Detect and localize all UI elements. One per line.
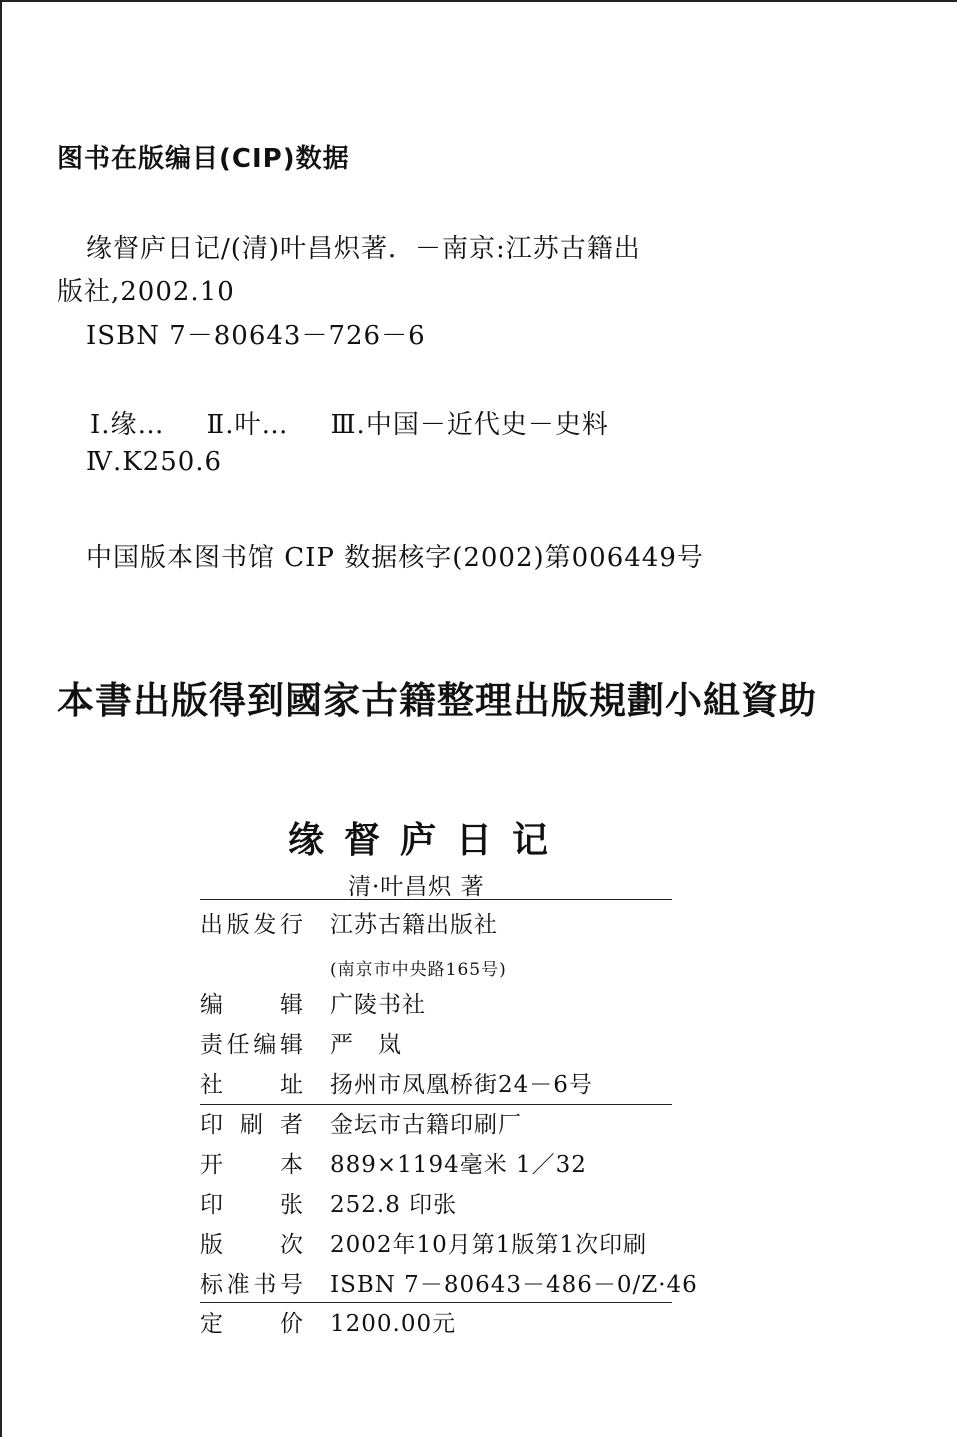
colophon-label <box>200 1106 303 1139</box>
colophon-label <box>200 1026 303 1059</box>
cip-record-number: 中国版本图书馆 CIP 数据核字(2002)第006449号 <box>86 543 704 573</box>
cip-class-2: Ⅱ.叶… <box>206 410 289 440</box>
colophon-label-char: 编 <box>253 1032 277 1058</box>
colophon-label-char: 社 <box>200 1072 223 1098</box>
colophon-label-char: 辑 <box>279 1032 303 1058</box>
colophon-label-char: 号 <box>279 1272 303 1298</box>
colophon-value: (南京市中央路165号) <box>330 960 507 980</box>
colophon-value: ISBN 7－80643－486－0/Z·46 <box>330 1272 698 1298</box>
colophon-label-char: 书 <box>253 1272 277 1298</box>
cip-heading: 图书在版编目(CIP)数据 <box>57 144 350 174</box>
colophon-value: 扬州市凤凰桥街24－6号 <box>330 1072 593 1098</box>
colophon-value: 金坛市古籍印刷厂 <box>330 1112 522 1138</box>
colophon-label <box>200 1146 303 1179</box>
cip-entry-publisher-line: 版社,2002.10 <box>57 277 235 307</box>
colophon-label <box>200 906 303 939</box>
book-author: 清·叶昌炽 著 <box>348 874 485 900</box>
funding-statement: 本書出版得到國家古籍整理出版規劃小組資助 <box>57 678 817 722</box>
colophon-label <box>200 1305 303 1338</box>
colophon-value: 252.8 印张 <box>330 1192 458 1218</box>
colophon-value: 江苏古籍出版社 <box>330 912 498 938</box>
colophon-label-char: 印 <box>200 1192 223 1218</box>
cip-class-3: Ⅲ.中国－近代史－史料 <box>330 410 609 440</box>
cip-entry-title-line: 缘督庐日记/(清)叶昌炽著．－南京:江苏古籍出 <box>86 234 641 264</box>
colophon-label-char: 价 <box>280 1311 303 1337</box>
colophon-label-char: 编 <box>200 992 223 1018</box>
colophon-label-char: 者 <box>280 1112 303 1138</box>
colophon-label-char: 发 <box>253 912 277 938</box>
colophon-label-char: 本 <box>280 1152 303 1178</box>
colophon-label-char: 版 <box>226 912 250 938</box>
colophon-label-char: 定 <box>200 1311 223 1337</box>
colophon-rule-bottom <box>200 1302 672 1303</box>
colophon-label <box>200 1186 303 1219</box>
colophon-rule-top <box>200 899 672 900</box>
colophon-label-char: 准 <box>226 1272 250 1298</box>
colophon-label-char: 标 <box>200 1272 223 1298</box>
book-title: 缘督庐日记 <box>288 820 569 861</box>
colophon-value: 广陵书社 <box>330 992 426 1018</box>
colophon-label <box>200 1226 303 1259</box>
cip-classification-number: Ⅳ.K250.6 <box>86 447 223 477</box>
colophon-label-char: 任 <box>226 1032 250 1058</box>
colophon-label-char: 开 <box>200 1152 223 1178</box>
colophon-label-char: 刷 <box>240 1112 263 1138</box>
colophon-value: 严 岚 <box>330 1032 402 1058</box>
colophon-label-char: 辑 <box>280 992 303 1018</box>
colophon-label-char: 址 <box>280 1072 303 1098</box>
colophon-label-char: 次 <box>280 1232 303 1258</box>
colophon-label-char: 印 <box>200 1112 223 1138</box>
colophon-label-char: 张 <box>280 1192 303 1218</box>
colophon-label-char: 出 <box>200 912 223 938</box>
colophon-label <box>200 1066 303 1099</box>
colophon-rule-middle <box>200 1104 672 1105</box>
colophon-label <box>200 1266 303 1299</box>
cip-class-1: Ⅰ.缘… <box>90 410 165 440</box>
cip-isbn: ISBN 7－80643－726－6 <box>86 321 426 351</box>
colophon-label-char: 责 <box>200 1032 223 1058</box>
colophon-label <box>200 986 303 1019</box>
colophon-value: 1200.00元 <box>330 1311 457 1337</box>
colophon-value: 2002年10月第1版第1次印刷 <box>330 1232 648 1258</box>
colophon-value: 889×1194毫米 1／32 <box>330 1152 587 1178</box>
colophon-label-char: 行 <box>279 912 303 938</box>
cip-subject-classes <box>90 404 609 441</box>
colophon-label-char: 版 <box>200 1232 223 1258</box>
